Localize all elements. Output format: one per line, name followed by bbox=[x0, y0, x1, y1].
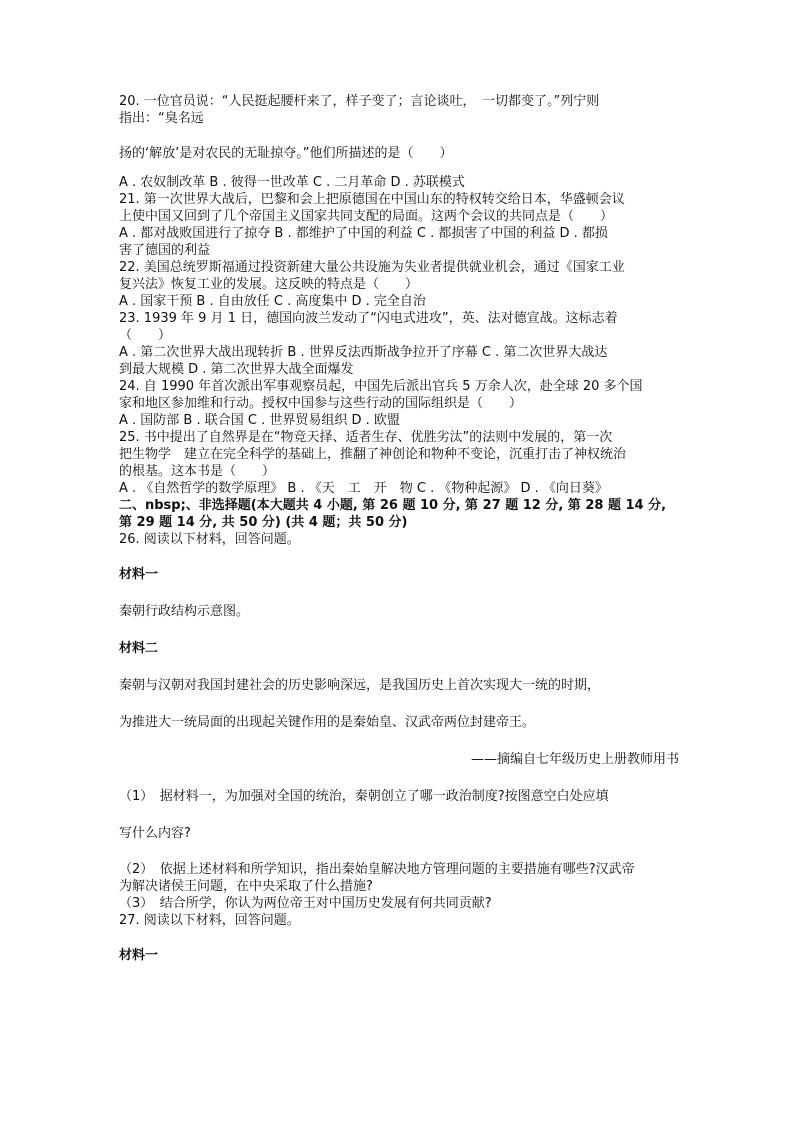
section2-heading-line1: 二、nbsp;、非选择题(本大题共 4 小题, 第 26 题 10 分, 第 27 题 12 分, 第 28 题 14 分, bbox=[119, 498, 667, 513]
q27-intro: 27. 阅读以下材料，回答问题。 bbox=[119, 913, 300, 928]
q25-options: A . 《自然哲学的数学原理》 B . 《天 工 开 物 C . 《物种起源》 D . 《向日葵》 bbox=[119, 481, 608, 496]
q20-line3: 扬的‘解放’是对农民的无耻掠夺。”他们所描述的是（ ） bbox=[119, 146, 453, 161]
q25-line3: 的根基。这本书是（ ） bbox=[119, 464, 276, 479]
q21-line2: 上使中国又回到了几个帝国主义国家共同支配的局面。这两个会议的共同点是（ ） bbox=[119, 209, 614, 224]
q21-options-2: 害了德国的利益 bbox=[119, 243, 211, 258]
q26-source: ——摘编自七年级历史上册教师用书 bbox=[470, 752, 679, 767]
q26-sub2-line1: （2） 依据上述材料和所学知识，指出秦始皇解决地方管理问题的主要措施有哪些?汉武帝 bbox=[119, 862, 635, 877]
q21-options-1: A . 都对战败国进行了掠夺 B . 都维护了中国的利益 C . 都损害了中国的利益 D . 都损 bbox=[119, 226, 608, 241]
q23-options-2: 到最大规模 D . 第二次世界大战全面爆发 bbox=[119, 362, 354, 377]
q26-material1-text: 秦朝行政结构示意图。 bbox=[119, 604, 250, 619]
q26-sub3: （3） 结合所学，你认为两位帝王对中国历史发展有何共同贡献? bbox=[119, 896, 492, 911]
q22-options: A . 国家干预 B . 自由放任 C . 高度集中 D . 完全自治 bbox=[119, 294, 426, 309]
section2-heading-line2: 第 29 题 14 分, 共 50 分) (共 4 题；共 50 分) bbox=[119, 515, 408, 530]
q23-line2: （ ） bbox=[119, 328, 172, 343]
q22-line1: 22. 美国总统罗斯福通过投资新建大量公共设施为失业者提供就业机会，通过《国家工业 bbox=[119, 260, 625, 275]
q25-line2: 把生物学 建立在完全科学的基础上，推翻了神创论和物种不变论，沉重打击了神权统治 bbox=[119, 447, 627, 462]
q26-sub1-line2: 写什么内容? bbox=[119, 826, 191, 841]
q24-options: A . 国防部 B . 联合国 C . 世界贸易组织 D . 欧盟 bbox=[119, 413, 400, 428]
q21-line1: 21. 第一次世界大战后，巴黎和会上把原德国在中国山东的特权转交给日本，华盛顿会议 bbox=[119, 192, 625, 207]
q23-options-1: A . 第二次世界大战出现转折 B . 世界反法西斯战争拉开了序幕 C . 第二次世界大战达 bbox=[119, 345, 608, 360]
q26-material1-title: 材料一 bbox=[119, 567, 159, 582]
q26-intro: 26. 阅读以下材料，回答问题。 bbox=[119, 532, 300, 547]
q26-sub1-line1: （1） 据材料一，为加强对全国的统治，秦朝创立了哪一政治制度?按图意空白处应填 bbox=[119, 789, 609, 804]
q26-material2-para1: 秦朝与汉朝对我国封建社会的历史影响深远，是我国历史上首次实现大一统的时期， bbox=[119, 678, 601, 693]
q23-line1: 23. 1939 年 9 月 1 日，德国向波兰发动了“闪电式进攻”，英、法对德宣战。这标志着 bbox=[119, 311, 618, 326]
page-content bbox=[119, 93, 679, 966]
q20-line1: 20. 一位官员说：“人民挺起腰杆来了，样子变了；言论谈吐， 一切都变了。”列宁则 bbox=[119, 94, 600, 109]
q26-sub2-line2: 为解决诸侯王问题，在中央采取了什么措施? bbox=[119, 879, 373, 894]
q27-material1-title: 材料一 bbox=[119, 948, 159, 963]
q26-material2-title: 材料二 bbox=[119, 641, 159, 656]
q24-line2: 家和地区参加维和行动。授权中国参与这些行动的国际组织是（ ） bbox=[119, 396, 523, 411]
q25-line1: 25. 书中提出了自然界是在“物竞天择、适者生存、优胜劣汰”的法则中发展的，第一次 bbox=[119, 430, 613, 445]
q24-line1: 24. 自 1990 年首次派出军事观察员起，中国先后派出官兵 5 万余人次，赴全球 20 多个国 bbox=[119, 379, 643, 394]
q20-options: A . 农奴制改革 B . 彼得一世改革 C . 二月革命 D . 苏联模式 bbox=[119, 175, 465, 190]
q26-material2-para2: 为推进大一统局面的出现起关键作用的是秦始皇、汉武帝两位封建帝王。 bbox=[119, 715, 536, 730]
q20-line2: 指出：“臭名远 bbox=[119, 111, 204, 126]
q22-line2: 复兴法》恢复工业的发展。这反映的特点是（ ） bbox=[119, 277, 419, 292]
